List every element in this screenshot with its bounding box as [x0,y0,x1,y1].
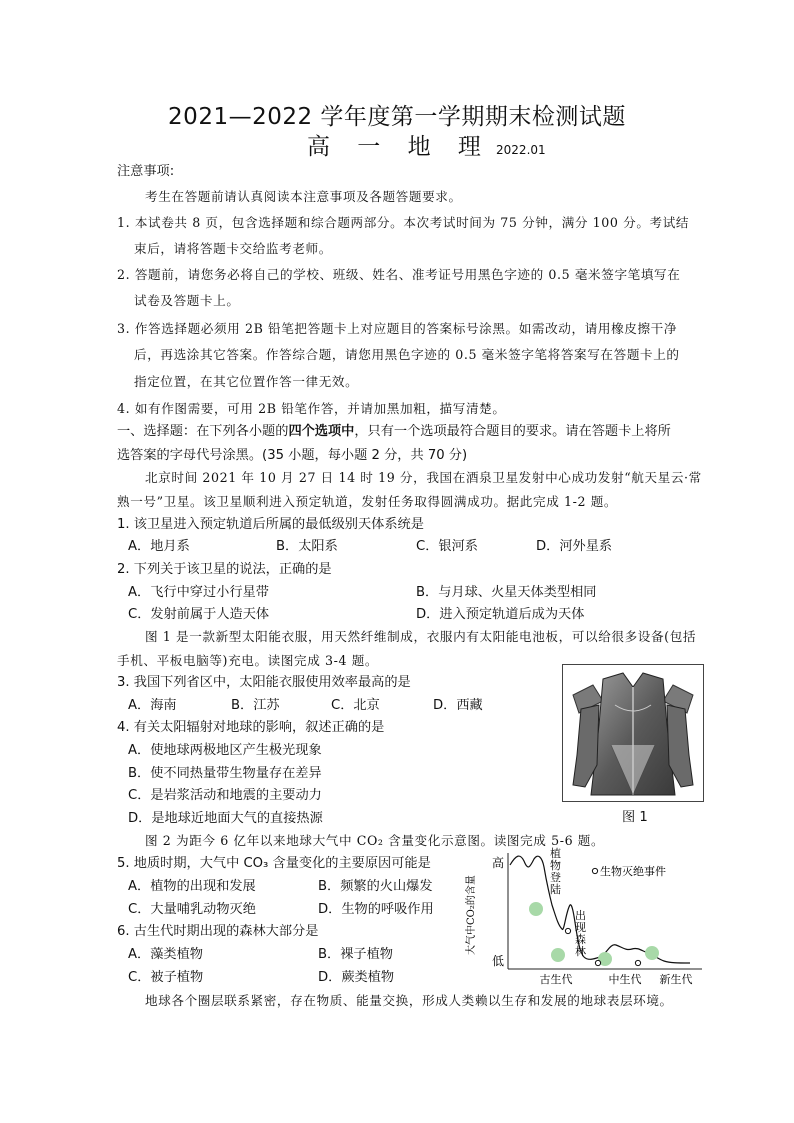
q4-option-c[interactable]: C．是岩浆活动和地震的主要动力 [128,788,322,803]
q4-option-a[interactable]: A．使地球两极地区产生极光现象 [128,743,322,758]
q1-stem: 1. 该卫星进入预定轨道后所属的最低级别天体系统是 [117,517,424,532]
q4-option-b[interactable]: B．使不同热量带生物量存在差异 [128,766,322,781]
extinction-marker-1 [565,928,570,933]
q3-option-a[interactable]: A．海南 [128,698,177,713]
notice-item-1a: 1. 本试卷共 8 页，包含选择题和综合题两部分。本次考试时间为 75 分钟，满分 100 分。考试结 [117,215,690,230]
label-plants-2: 物 [550,859,561,872]
notice-intro: 考生在答题前请认真阅读本注意事项及各题答题要求。 [145,189,462,204]
q2-option-a[interactable]: A．飞行中穿过小行星带 [128,585,269,600]
q3-option-d[interactable]: D．西藏 [433,698,483,713]
q4-option-d[interactable]: D．是地球近地面大气的直接热源 [128,811,323,826]
label-plants-4: 陆 [550,883,561,896]
exam-subtitle: 高 一 地 理 [307,134,491,160]
passage4-line1: 地球各个圈层联系紧密，存在物质、能量交换，形成人类赖以生存和发展的地球表层环境。 [145,993,673,1008]
y-high-label: 高 [491,856,505,870]
passage2-line1: 图 1 是一款新型太阳能衣服，用天然纤维制成，衣服内有太阳能电池板，可以给很多设备(包括 [145,629,697,644]
notice-item-1b: 束后，请将答题卡交给监考老师。 [134,241,332,256]
q5-option-d[interactable]: D．生物的呼吸作用 [318,902,434,917]
label-forest-2: 现 [575,921,586,934]
section1-line1 [117,420,671,439]
q3-stem: 3. 我国下列省区中，太阳能衣服使用效率最高的是 [117,675,411,690]
passage3-line1: 图 2 为距今 6 亿年以来地球大气中 CO₂ 含量变化示意图。读图完成 5-6 题。 [145,833,605,848]
passage2-line2: 手机、平板电脑等)充电。读图完成 3-4 题。 [117,653,379,668]
solar-jacket-image [563,665,703,801]
x-label-cenozoic: 新生代 [659,973,693,986]
marker-2 [551,948,565,962]
q1-option-a[interactable]: A．地月系 [128,539,190,554]
exam-subtitle-wrap [307,128,546,161]
q6-option-b[interactable]: B．裸子植物 [318,947,393,962]
q3-option-b[interactable]: B．江苏 [231,698,280,713]
notice-item-3c: 指定位置，在其它位置作答一律无效。 [134,374,359,389]
section1-bold: 四个选项中 [288,424,355,439]
q3-option-c[interactable]: C．北京 [331,698,380,713]
y-axis-title: 大气中CO₂的含量 [466,875,477,955]
q1-option-c[interactable]: C．银河系 [416,539,478,554]
q5-option-a[interactable]: A．植物的出现和发展 [128,879,256,894]
notice-item-4: 4. 如有作图需要，可用 2B 铅笔作答，并请加黑加粗，描写清楚。 [117,401,506,416]
section1-line2: 选答案的字母代号涂黑。(35 小题，每小题 2 分，共 70 分) [117,448,468,463]
label-forest-3: 森 [575,933,586,946]
exam-title: 2021—2022 学年度第一学期期末检测试题 [168,104,626,130]
label-forest-4: 林 [575,945,586,958]
label-plants-1: 植 [550,847,561,860]
figure1-frame [562,664,704,802]
q2-stem: 2. 下列关于该卫星的说法，正确的是 [117,562,332,577]
x-label-mesozoic: 中生代 [608,973,642,986]
q5-stem: 5. 地质时期，大气中 CO₃ 含量变化的主要原因可能是 [117,856,431,871]
q5-option-b[interactable]: B．频繁的火山爆发 [318,879,433,894]
q5-option-c[interactable]: C．大量哺乳动物灭绝 [128,902,256,917]
q6-stem: 6. 古生代时期出现的森林大部分是 [117,924,319,939]
section1-text-b: ，只有一个选项最符合题目的要求。请在答题卡上将所 [354,424,671,439]
label-forest-1: 出 [575,909,586,922]
q1-option-d[interactable]: D．河外星系 [536,539,613,554]
q6-option-a[interactable]: A．藻类植物 [128,947,203,962]
label-plants-3: 登 [550,871,561,884]
marker-4 [645,946,659,960]
q4-stem: 4. 有关太阳辐射对地球的影响，叙述正确的是 [117,720,385,735]
co2-chart [458,845,708,987]
section1-text-a: 一、选择题：在下列各小题的 [117,424,289,439]
extinction-marker-2 [595,960,600,965]
q2-option-c[interactable]: C．发射前属于人造天体 [128,607,270,622]
figure2 [458,845,708,987]
notice-item-2b: 试卷及答题卡上。 [134,293,240,308]
notice-item-2a: 2. 答题前，请您务必将自己的学校、班级、姓名、准考证号用黑色字迹的 0.5 毫米签字笔填写在 [117,267,681,282]
extinction-marker-3 [635,960,640,965]
q2-option-b[interactable]: B．与月球、火星天体类型相同 [416,585,597,600]
legend-marker [592,868,597,873]
notice-item-3a: 3. 作答选择题必须用 2B 铅笔把答题卡上对应题目的答案标号涂黑。如需改动，请用橡皮擦干净 [117,321,678,336]
x-label-paleozoic: 古生代 [539,973,573,986]
passage1-line2: 熟一号”卫星。该卫星顺利进入预定轨道，发射任务取得圆满成功。据此完成 1-2 题。 [117,494,618,509]
q6-option-c[interactable]: C．被子植物 [128,970,204,985]
exam-date: 2022.01 [496,143,546,157]
notice-heading: 注意事项: [117,164,175,179]
notice-item-3b: 后，再选涂其它答案。作答综合题，请您用黑色字迹的 0.5 毫米签字笔将答案写在答题卡上的 [134,347,680,362]
passage1-line1: 北京时间 2021 年 10 月 27 日 14 时 19 分，我国在酒泉卫星发射中心成功发射“航天星云·常 [145,470,702,485]
legend-label: 生物灭绝事件 [600,865,666,878]
figure1-caption: 图 1 [622,810,648,825]
marker-1 [529,902,543,916]
y-low-label: 低 [491,954,505,968]
q2-option-d[interactable]: D．进入预定轨道后成为天体 [416,607,585,622]
q6-option-d[interactable]: D．蕨类植物 [318,970,395,985]
q1-option-b[interactable]: B．太阳系 [276,539,338,554]
